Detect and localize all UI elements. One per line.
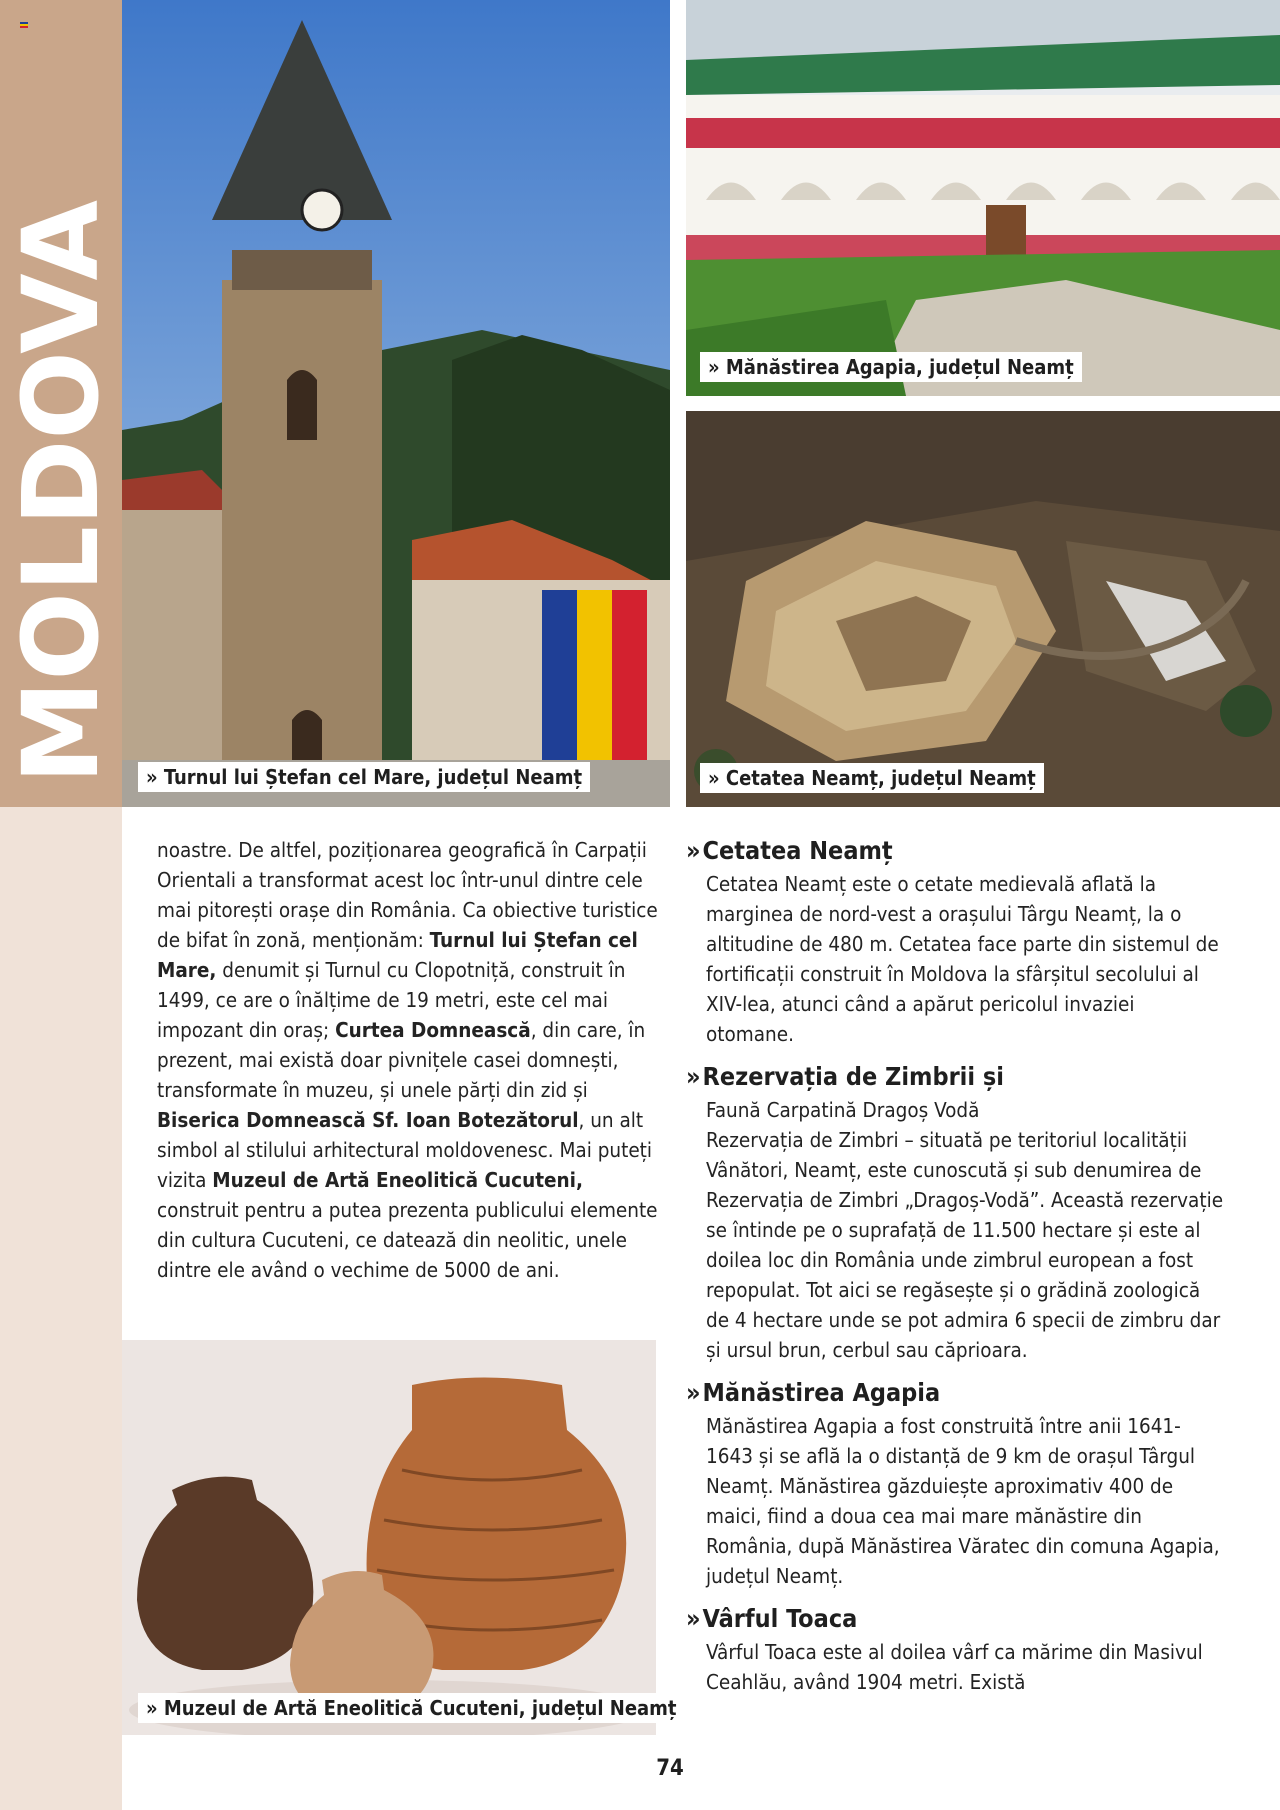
arrow-icon: » xyxy=(686,1378,701,1407)
section-paragraph: Rezervația de Zimbri – situată pe teritoriul localității Vânători, Neamț, este cunoscută și sub denumirea de Rezervația de Zimbri „Dragoș-Vodă”. Această rezervație se întinde pe o suprafață de 11.500 hectare și este al doilea loc din România unde zimbrul european a fost repopulat. Tot aici se regăsește și o grădină zoologică de 4 hectare unde se pot admira 6 specii de zimbru dar și ursul brun, cerbul sau căprioara. xyxy=(706,1128,1224,1362)
section-paragraph: Cetatea Neamț este o cetate medievală aflată la marginea de nord-vest a orașului Târgu Neamț, la o altitudine de 480 m. Cetatea face parte din sistemul de fortificații construit în Moldova la sfârșitul secolului al XIV-lea, atunci când a apărut pericolul invaziei otomane. xyxy=(706,872,1219,1046)
caption-pots: » Muzeul de Artă Eneolitică Cucuteni, județul Neamț xyxy=(138,1693,685,1723)
highlight-biserica: Biserica Domnească Sf. Ioan Botezătorul xyxy=(157,1108,579,1132)
section-title-text: Rezervația de Zimbrii și xyxy=(702,1062,1004,1091)
section-title-text: Cetatea Neamț xyxy=(702,836,893,865)
section-paragraph: Vârful Toaca este al doilea vârf ca mărime din Masivul Ceahlău, având 1904 metri. Există xyxy=(706,1640,1203,1694)
highlight-turnul: Turnul lui Ștefan cel Mare, xyxy=(157,928,638,982)
photo-pots xyxy=(122,1340,656,1735)
text-span: construit pentru a putea prezenta publicului elemente din cultura Cucuteni, ce datează din neolitic, unele dintre ele având o vechime de 5000 de ani. xyxy=(157,1198,658,1282)
text-span: , un alt simbol al stilului arhitectural moldovenesc. Mai puteți vizita xyxy=(157,1108,653,1192)
caption-agapia: » Mănăstirea Agapia, județul Neamț xyxy=(700,352,1082,382)
section-body xyxy=(686,1637,1226,1697)
arrow-icon: » xyxy=(686,836,701,865)
caption-cetate: » Cetatea Neamț, județul Neamț xyxy=(700,763,1044,793)
pots-image xyxy=(122,1340,656,1735)
section-subtitle: Faună Carpatină Dragoș Vodă xyxy=(706,1098,980,1122)
text-span: denumit și Turnul cu Clopotniță, construit în 1499, ce are o înălțime de 19 metri, este cel mai impozant din oraș; xyxy=(157,958,626,1042)
photo-agapia xyxy=(686,0,1280,396)
section-cetatea-neamt xyxy=(686,835,1226,1049)
section-title xyxy=(686,835,1226,867)
section-title-text: Vârful Toaca xyxy=(702,1604,858,1633)
text-span: noastre. De altfel, poziționarea geografică în Carpații Orientali a transformat acest loc într-unul dintre cele mai pitorești orașe din România. Ca obiective turistice de bifat în zonă, menționăm: xyxy=(157,838,658,952)
arrow-icon: » xyxy=(686,1062,701,1091)
section-body xyxy=(686,869,1226,1049)
section-varful-toaca xyxy=(686,1603,1226,1697)
photo-tower xyxy=(122,0,670,807)
section-paragraph: Mănăstirea Agapia a fost construită între anii 1641- 1643 și se află la o distanță de 9 km de orașul Târgul Neamț. Mănăstirea găzduiește aproximativ 400 de maici, fiind a doua cea mai mare mănăstire din România, după Mănăstirea Văratec din comuna Agapia, județul Neamț. xyxy=(706,1414,1220,1588)
cetate-image xyxy=(686,411,1280,807)
caption-tower: » Turnul lui Ștefan cel Mare, județul Neamț xyxy=(138,762,590,792)
section-title-text: Mănăstirea Agapia xyxy=(702,1378,941,1407)
right-column xyxy=(686,835,1226,1709)
tower-image xyxy=(122,0,670,807)
page-number: 74 xyxy=(656,1756,684,1781)
section-title xyxy=(686,1377,1226,1409)
section-body xyxy=(686,1411,1226,1591)
section-title xyxy=(686,1061,1226,1093)
section-rail-light xyxy=(0,807,122,1810)
highlight-curtea: Curtea Domnească xyxy=(335,1018,531,1042)
intro-paragraph xyxy=(157,835,662,1285)
section-manastirea-agapia xyxy=(686,1377,1226,1591)
section-label: MOLDOVA xyxy=(0,199,122,784)
section-body xyxy=(686,1095,1226,1365)
photo-cetate xyxy=(686,411,1280,807)
section-rezervatia-zimbri xyxy=(686,1061,1226,1365)
agapia-image xyxy=(686,0,1280,396)
section-title xyxy=(686,1603,1226,1635)
arrow-icon: » xyxy=(686,1604,701,1633)
highlight-muzeul: Muzeul de Artă Eneolitică Cucuteni, xyxy=(212,1168,584,1192)
text-span: , din care, în prezent, mai există doar pivnițele casei domnești, transformate în muzeu, și unele părți din zid și xyxy=(157,1018,646,1102)
